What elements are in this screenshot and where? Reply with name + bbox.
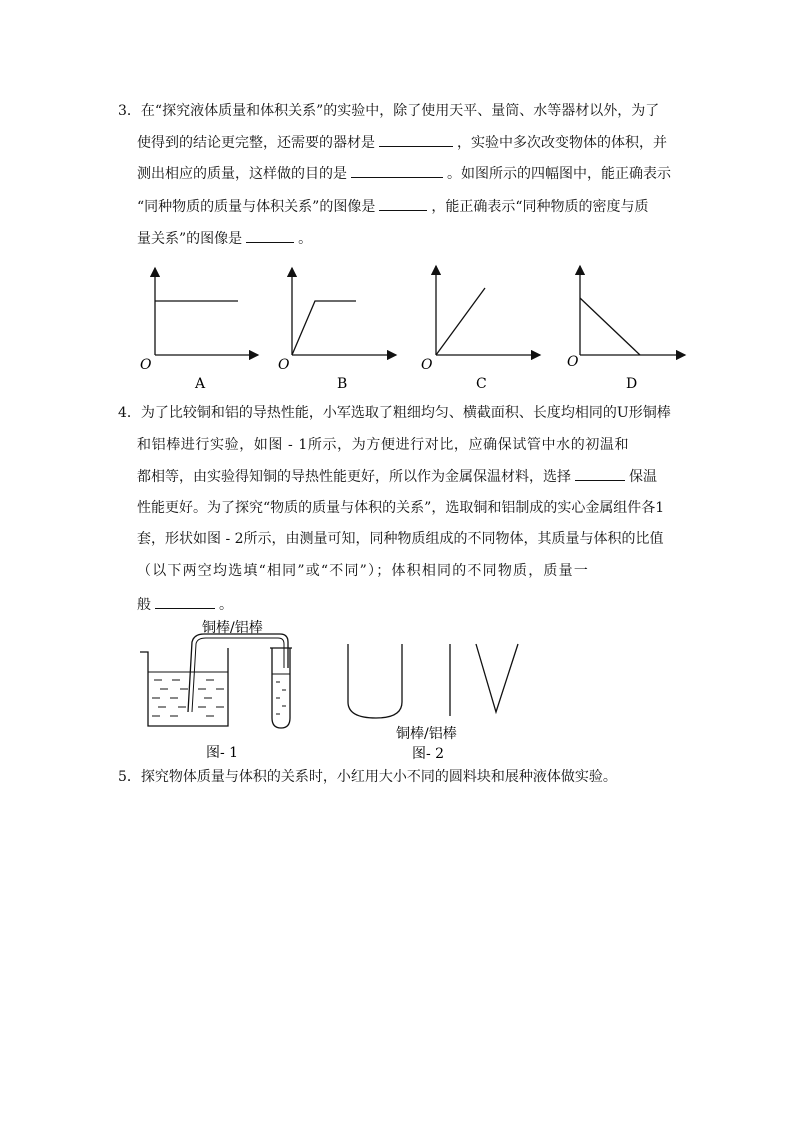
graph-c-curve <box>436 288 485 355</box>
graph-b[interactable] <box>278 268 396 392</box>
q4-blank-1[interactable] <box>575 466 625 481</box>
graph-c-origin: O <box>421 357 433 373</box>
fig1-rod-label: 铜棒/铝棒 <box>202 620 263 636</box>
figure-2 <box>336 636 536 766</box>
q3-graphs <box>130 258 690 394</box>
q3-number: 3． <box>118 103 141 119</box>
q4-blank-2[interactable] <box>155 594 215 609</box>
graph-a[interactable] <box>140 268 258 392</box>
q4-line-6: （以下两空均选填“相同”或“不同”）；体积相同的不同物质，质量一 <box>137 563 590 579</box>
fig2-caption: 图- 2 <box>412 746 445 762</box>
q3-blank-1[interactable] <box>379 132 453 147</box>
q3-blank-4[interactable] <box>246 228 294 243</box>
q4-line-4: 性能更好。为了探究“物质的质量与体积的关系”，选取铜和铝制成的实心金属组件各1 <box>137 500 665 516</box>
q4-line-3: 都相等，由实验得知铜的导热性能更好，所以作为金属保温材料，选择 保温 <box>137 466 657 487</box>
graph-a-label: A <box>195 376 206 392</box>
graph-a-origin: O <box>140 357 152 373</box>
graph-c-label: C <box>476 376 487 392</box>
q4-line-1: 4．为了比较铜和铝的导热性能，小军选取了粗细均匀、横截面积、长度均相同的U形铜棒 <box>118 405 671 421</box>
graph-b-curve <box>292 301 356 355</box>
q4-line-2: 和铝棒进行实验，如图 - 1所示，为方便进行对比，应确保试管中水的初温和 <box>137 437 630 453</box>
q3-blank-3[interactable] <box>379 196 427 211</box>
test-tube-icon <box>272 648 290 728</box>
v-shape-component <box>476 644 518 712</box>
graph-c[interactable] <box>421 266 540 392</box>
q5-line-1: 5．探究物体质量与体积的关系时，小红用大小不同的圆料块和展种液体做实验。 <box>118 769 617 785</box>
q3-line-3: 测出相应的质量，这样做的目的是 。如图所示的四幅图中，能正确表示 <box>137 163 671 184</box>
graph-b-origin: O <box>278 357 290 373</box>
q4-line-5: 套，形状如图 - 2所示，由测量可知，同种物质组成的不同物体，其质量与体积的比值 <box>137 531 664 547</box>
graph-b-label: B <box>337 376 348 392</box>
q4-line-7: 般 。 <box>137 594 233 615</box>
fig2-rod-label: 铜棒/铝棒 <box>396 726 457 742</box>
q3-blank-2[interactable] <box>351 163 443 178</box>
graph-d-origin: O <box>567 354 579 370</box>
u-rod-icon <box>188 634 288 712</box>
q3-line-2: 使得到的结论更完整，还需要的器材是 ，实验中多次改变物体的体积，并 <box>137 132 667 153</box>
q3-line-4: “同种物质的质量与体积关系”的图像是 ，能正确表示“同种物质的密度与质 <box>137 196 649 217</box>
figure-1 <box>136 614 306 764</box>
beaker-icon <box>140 648 228 726</box>
q5-number: 5． <box>118 769 141 785</box>
graph-d-curve <box>580 298 640 355</box>
graph-d[interactable] <box>567 266 685 392</box>
q4-number: 4． <box>118 405 141 421</box>
q3-line-1: 3．在“探究液体质量和体积关系”的实验中，除了使用天平、量筒、水等器材以外，为了 <box>118 103 660 119</box>
fig1-caption: 图- 1 <box>206 745 239 761</box>
graph-d-label: D <box>626 376 638 392</box>
q3-line-5: 量关系”的图像是 。 <box>137 228 312 249</box>
u-shape-component <box>348 644 402 718</box>
